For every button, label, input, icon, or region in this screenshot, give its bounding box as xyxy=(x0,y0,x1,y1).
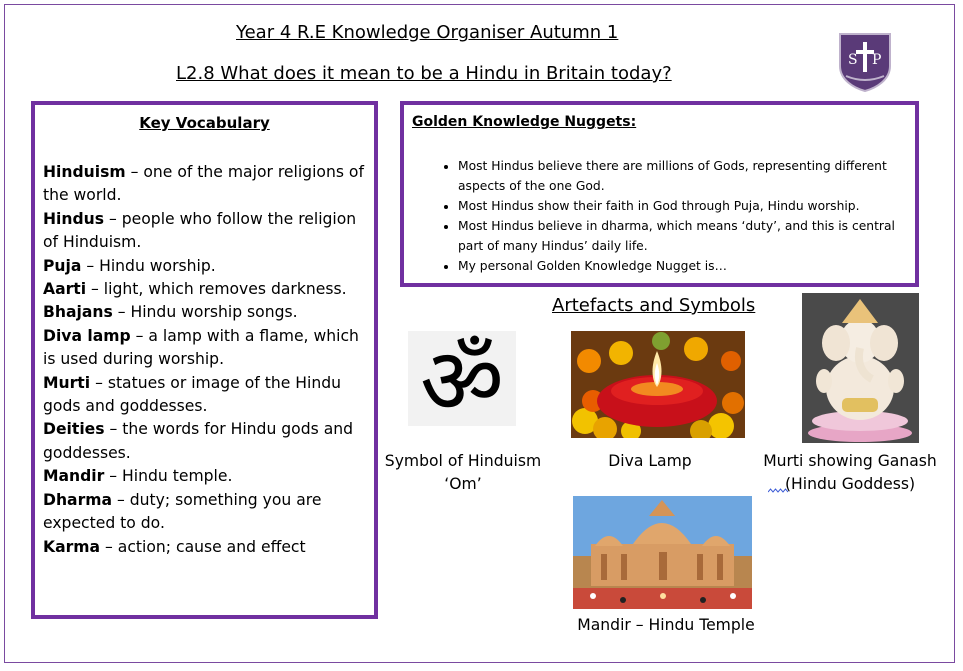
diva-lamp-image xyxy=(571,331,745,438)
spellcheck-underline xyxy=(768,488,790,494)
vocab-item: Puja – Hindu worship. xyxy=(43,256,216,275)
vocab-item: Hinduism – one of the major religions of the world. xyxy=(43,163,364,205)
murti-caption-line2: (Hindu Goddess) xyxy=(784,475,916,493)
om-caption xyxy=(383,450,543,496)
key-vocabulary-panel xyxy=(31,101,378,619)
nugget-item: • Most Hindus believe in dharma, which means ‘duty’, and this is central part of many Hindus’ daily life. xyxy=(458,216,901,256)
golden-knowledge-nuggets-heading: Golden Knowledge Nuggets: xyxy=(412,114,637,130)
om-caption-line2: ‘Om’ xyxy=(444,475,482,493)
artefacts-and-symbols-heading: Artefacts and Symbols xyxy=(552,295,756,316)
vocab-item: Diva lamp – a lamp with a flame, which is used during worship. xyxy=(43,326,359,369)
om-caption-line1: Symbol of Hinduism xyxy=(384,452,542,470)
key-vocabulary-heading: Key Vocabulary xyxy=(139,114,270,132)
om-symbol-image xyxy=(408,331,516,426)
nugget-item: • Most Hindus believe there are millions of Gods, representing different aspects of the one God. xyxy=(458,156,901,196)
nugget-item: • Most Hindus show their faith in God through Puja, Hindu worship. xyxy=(458,196,901,216)
crest-letter-p: P xyxy=(872,52,882,68)
golden-knowledge-nuggets-panel xyxy=(400,101,919,287)
vocab-item: Deities – the words for Hindu gods and goddesses. xyxy=(43,420,354,462)
om-glyph: ॐ xyxy=(420,331,504,426)
murti-ganesh-image xyxy=(802,293,919,443)
murti-caption-line1: Murti showing Ganash xyxy=(763,452,937,470)
crest-letter-s: S xyxy=(848,52,858,68)
school-crest-logo xyxy=(836,30,894,92)
vocab-item: Bhajans – Hindu worship songs. xyxy=(43,303,298,322)
page-title: Year 4 R.E Knowledge Organiser Autumn 1 xyxy=(236,22,619,43)
page-subtitle: L2.8 What does it mean to be a Hindu in Britain today? xyxy=(176,63,672,84)
vocab-item: Karma – action; cause and effect xyxy=(43,537,306,556)
nugget-item: • My personal Golden Knowledge Nugget is… xyxy=(458,256,901,276)
diva-lamp-caption: Diva Lamp xyxy=(608,452,692,470)
nuggets-list xyxy=(434,156,901,276)
vocabulary-list xyxy=(43,161,366,559)
mandir-caption: Mandir – Hindu Temple xyxy=(577,616,755,634)
vocab-item: Aarti – light, which removes darkness. xyxy=(43,280,347,299)
vocab-item: Mandir – Hindu temple. xyxy=(43,467,233,486)
vocab-item: Murti – statues or image of the Hindu gods and goddesses. xyxy=(43,373,341,416)
vocab-item: Hindus – people who follow the religion of Hinduism. xyxy=(43,209,357,252)
vocab-item: Dharma – duty; something you are expected to do. xyxy=(43,490,322,533)
mandir-temple-image xyxy=(573,496,752,609)
